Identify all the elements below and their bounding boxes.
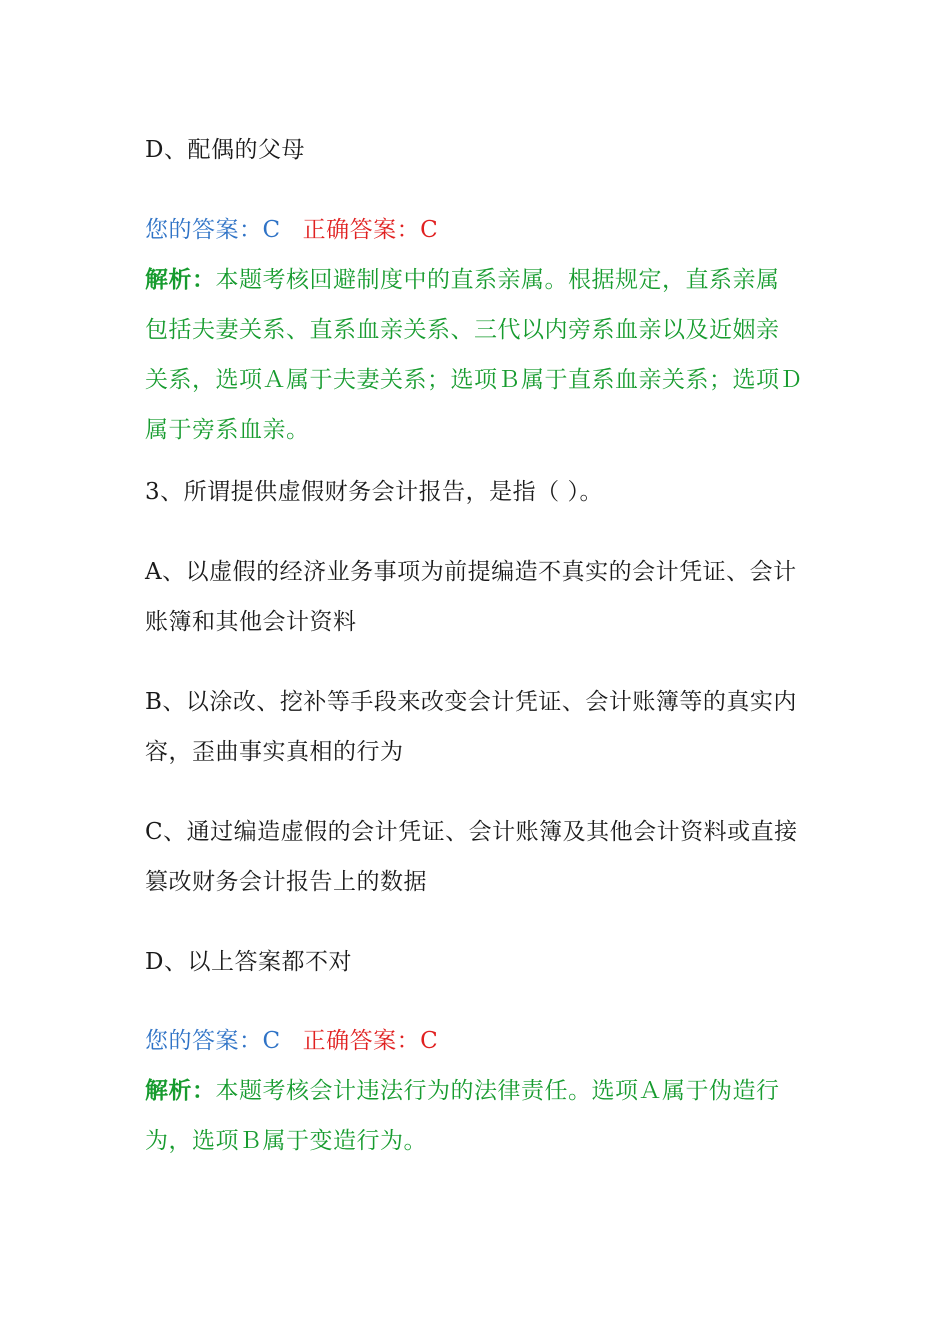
your-answer-value: C bbox=[262, 1028, 281, 1054]
answer-row-q3 bbox=[145, 1025, 815, 1057]
answer-row bbox=[145, 214, 815, 246]
correct-answer-value: C bbox=[420, 217, 439, 243]
analysis-label: 解析： bbox=[145, 266, 216, 293]
question-stem: 3、所谓提供虚假财务会计报告，是指（ ）。 bbox=[145, 479, 603, 505]
option-a-line-1: A、以虚假的经济业务事项为前提编造不真实的会计凭证、会计 bbox=[145, 559, 797, 585]
analysis-label: 解析： bbox=[145, 1077, 216, 1104]
option-d-q3: D、以上答案都不对 bbox=[145, 949, 352, 975]
analysis-line-2-q3: 为，选项Ｂ属于变造行为。 bbox=[145, 1128, 427, 1154]
analysis-text: 本题考核回避制度中的直系亲属。根据规定，直系亲属 bbox=[215, 267, 780, 293]
analysis-line-3: 关系，选项Ａ属于夫妻关系；选项Ｂ属于直系血亲关系；选项Ｄ bbox=[145, 367, 803, 393]
your-answer-label: 您的答案： bbox=[145, 217, 263, 243]
option-d: D、配偶的父母 bbox=[145, 137, 305, 163]
correct-answer-label: 正确答案： bbox=[302, 1028, 421, 1054]
your-answer-value: C bbox=[262, 217, 281, 243]
option-b-line-2: 容，歪曲事实真相的行为 bbox=[145, 739, 404, 765]
analysis-line-1 bbox=[145, 264, 815, 296]
correct-answer-value: C bbox=[420, 1028, 439, 1054]
analysis-line-1-q3 bbox=[145, 1075, 815, 1107]
option-b-line-1: B、以涂改、挖补等手段来改变会计凭证、会计账簿等的真实内 bbox=[145, 689, 797, 715]
option-c-line-2: 篡改财务会计报告上的数据 bbox=[145, 869, 427, 895]
analysis-line-4: 属于旁系血亲。 bbox=[145, 417, 310, 443]
option-c-line-1: C、通过编造虚假的会计凭证、会计账簿及其他会计资料或直接 bbox=[145, 819, 798, 845]
analysis-text: 本题考核会计违法行为的法律责任。选项Ａ属于伪造行 bbox=[215, 1078, 780, 1104]
analysis-line-2: 包括夫妻关系、直系血亲关系、三代以内旁系血亲以及近姻亲 bbox=[145, 317, 780, 343]
option-a-line-2: 账簿和其他会计资料 bbox=[145, 609, 357, 635]
your-answer-label: 您的答案： bbox=[145, 1028, 263, 1054]
correct-answer-label: 正确答案： bbox=[302, 217, 421, 243]
